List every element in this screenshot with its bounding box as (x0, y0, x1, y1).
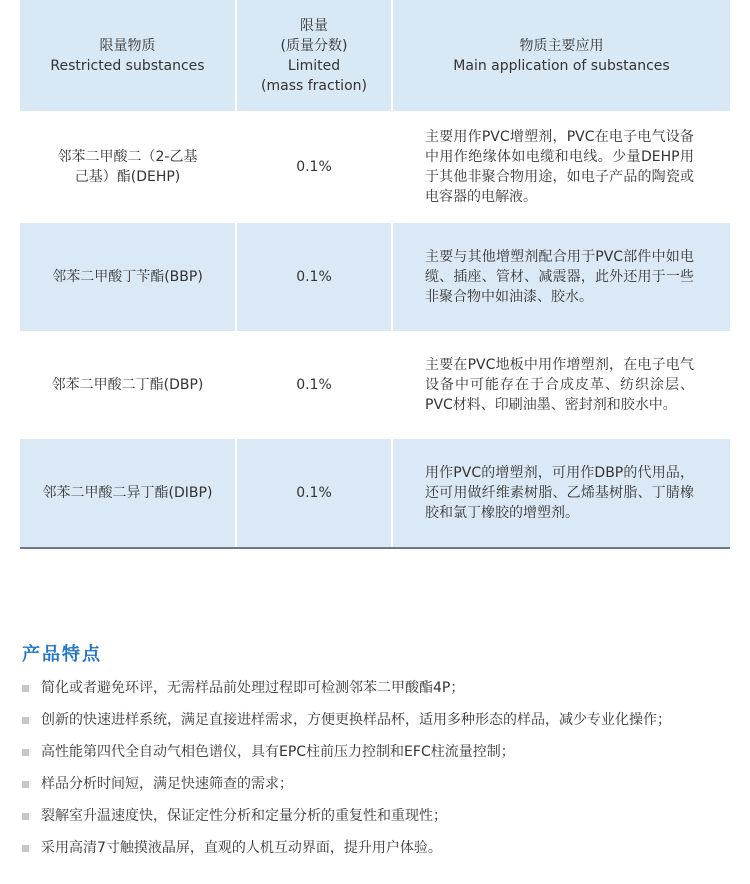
header-limit-zh-sub: (质量分数) (280, 37, 348, 54)
table-row (20, 111, 730, 223)
feature-text: 采用高清7寸触摸液晶屏，直观的人机互动界面，提升用户体验。 (41, 840, 442, 856)
header-application-zh: 物质主要应用 (519, 37, 604, 54)
header-substance-en: Restricted substances (50, 57, 205, 74)
substance-name-line: 邻苯二甲酸二（2-乙基 (57, 149, 198, 165)
square-bullet-icon (22, 749, 29, 756)
application-cell: 主要在PVC地板中用作增塑剂，在电子电气设备中可能存在于合成皮革、纺织涂层、PVC材料、印刷油墨、密封剂和胶水中。 (392, 331, 730, 439)
limit-cell: 0.1% (236, 439, 392, 547)
header-substance-zh: 限量物质 (99, 37, 156, 54)
limit-cell: 0.1% (236, 111, 392, 223)
substance-cell (20, 331, 236, 439)
header-limit-zh: 限量 (300, 17, 328, 34)
feature-text: 样品分析时间短，满足快速筛查的需求； (41, 776, 293, 792)
feature-text: 简化或者避免环评，无需样品前处理过程即可检测邻苯二甲酸酯4P； (41, 680, 465, 696)
feature-item (20, 742, 730, 774)
substance-name-line: 邻苯二甲酸二异丁酯(DIBP) (42, 485, 213, 501)
feature-text: 高性能第四代全自动气相色谱仪，具有EPC柱前压力控制和EFC柱流量控制； (41, 744, 515, 760)
feature-item (20, 806, 730, 838)
substance-cell (20, 439, 236, 547)
table-row (20, 223, 730, 331)
square-bullet-icon (22, 781, 29, 788)
header-limit-en-sub: (mass fraction) (261, 77, 367, 94)
limit-cell: 0.1% (236, 223, 392, 331)
square-bullet-icon (22, 717, 29, 724)
features-list (20, 678, 730, 870)
substance-name-line: 邻苯二甲酸二丁酯(DBP) (51, 377, 204, 393)
header-application-en: Main application of substances (453, 57, 670, 74)
feature-item (20, 774, 730, 806)
feature-item (20, 710, 730, 742)
header-limit (236, 0, 392, 111)
restricted-substances-table-wrapper (20, 0, 730, 549)
header-application (392, 0, 730, 111)
application-cell: 主要用作PVC增塑剂，PVC在电子电气设备中用作绝缘体如电缆和电线。少量DEHP用于其他非聚合物用途，如电子产品的陶瓷或电容器的电解液。 (392, 111, 730, 223)
features-title: 产品特点 (22, 644, 102, 665)
product-features-section (20, 640, 730, 870)
table-row (20, 331, 730, 439)
substance-name-line: 己基）酯(DEHP) (74, 169, 181, 185)
substance-name-line: 邻苯二甲酸丁苄酯(BBP) (52, 269, 203, 285)
square-bullet-icon (22, 685, 29, 692)
header-limit-en: Limited (287, 57, 341, 74)
feature-item (20, 838, 730, 870)
square-bullet-icon (22, 845, 29, 852)
feature-item (20, 678, 730, 710)
square-bullet-icon (22, 813, 29, 820)
substance-cell (20, 111, 236, 223)
feature-text: 裂解室升温速度快，保证定性分析和定量分析的重复性和重现性； (41, 808, 447, 824)
table-header-row (20, 0, 730, 111)
application-cell: 主要与其他增塑剂配合用于PVC部件中如电缆、插座、管材、减震器，此外还用于一些非聚合物中如油漆、胶水。 (392, 223, 730, 331)
limit-cell: 0.1% (236, 331, 392, 439)
restricted-substances-table (20, 0, 730, 547)
feature-text: 创新的快速进样系统，满足直接进样需求，方便更换样品杯，适用多种形态的样品，减少专业化操作； (41, 712, 671, 728)
table-row (20, 439, 730, 547)
application-cell: 用作PVC的增塑剂，可用作DBP的代用品，还可用做纤维素树脂、乙烯基树脂、丁腈橡胶和氯丁橡胶的增塑剂。 (392, 439, 730, 547)
header-substance (20, 0, 236, 111)
substance-cell (20, 223, 236, 331)
